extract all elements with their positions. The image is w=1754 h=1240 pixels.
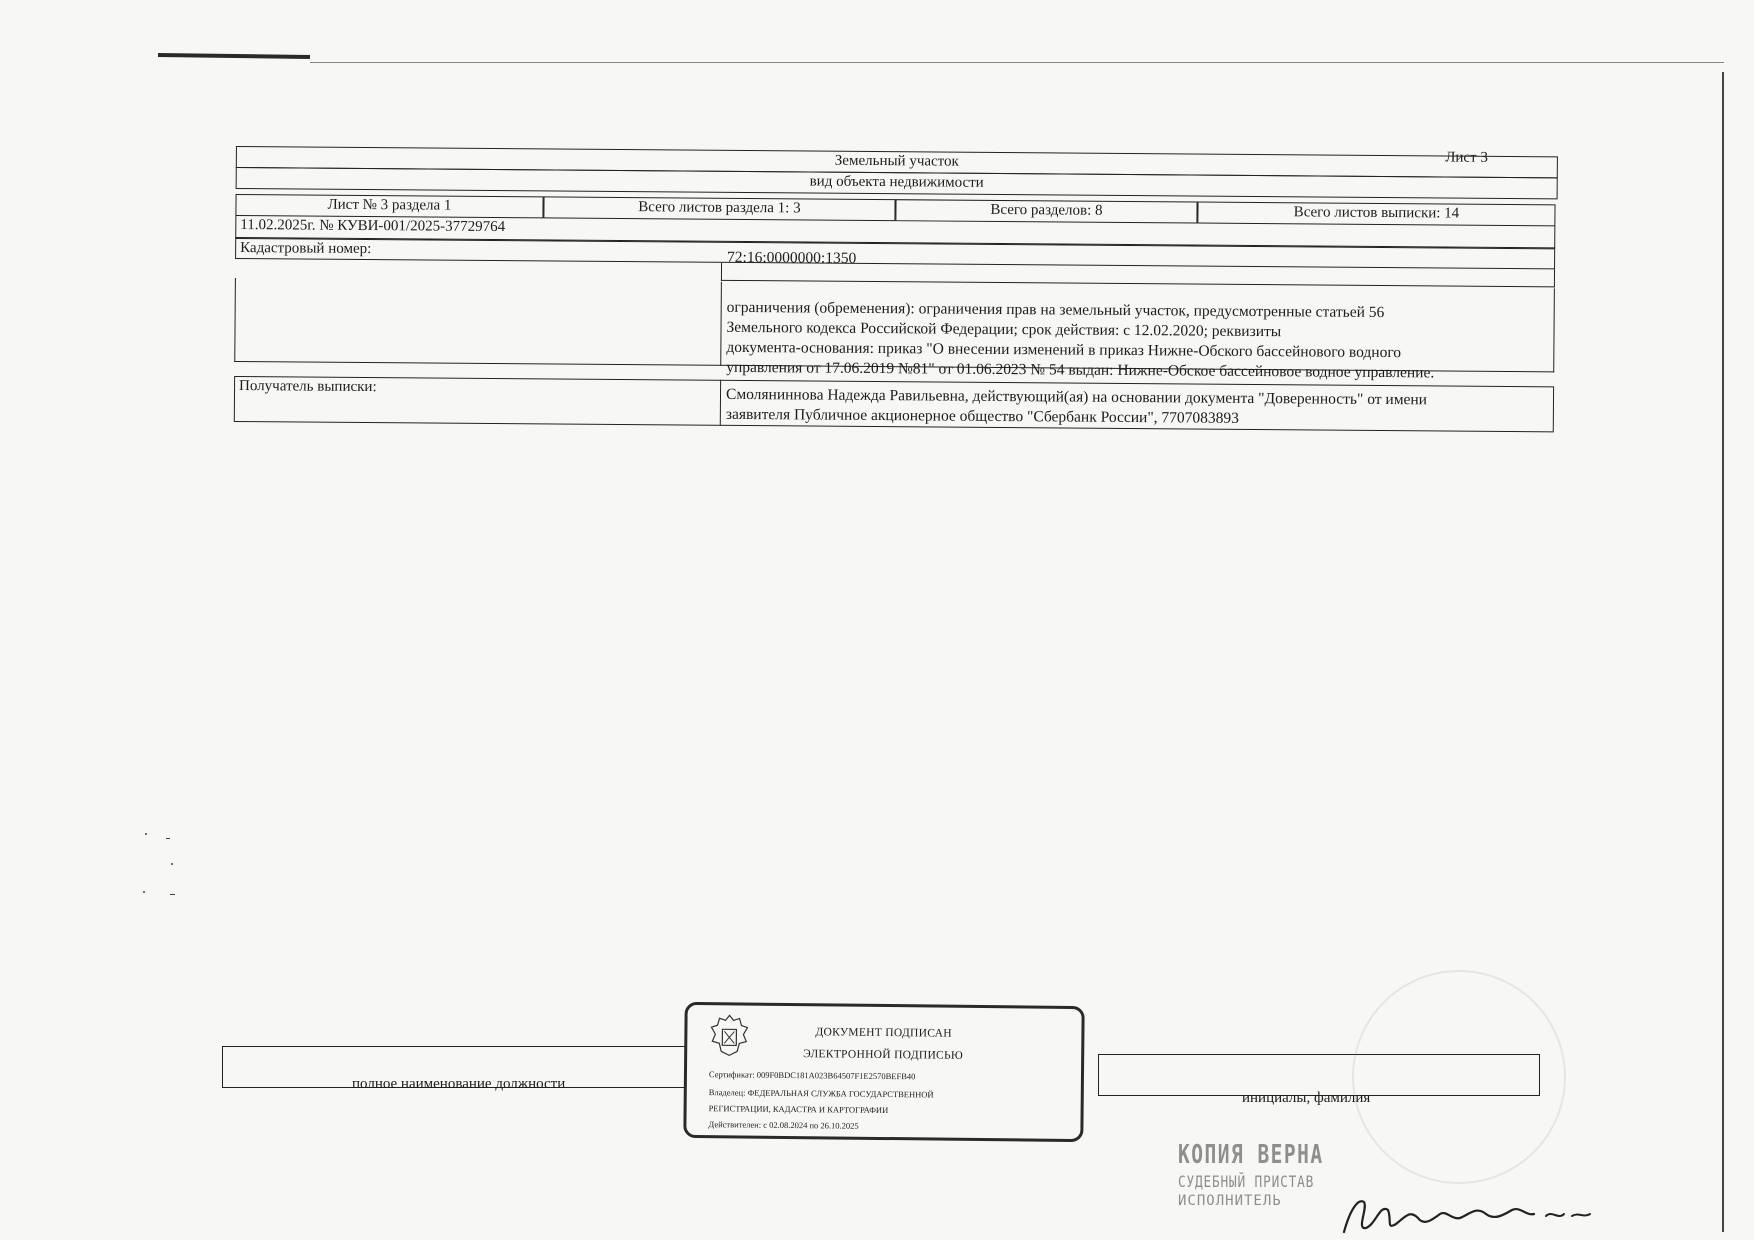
total-section-sheets-text: Всего листов раздела 1: 3 bbox=[638, 199, 801, 217]
object-type: Земельный участок bbox=[834, 152, 959, 170]
restriction-line-1: ограничения (обременения): ограничения прав на земельный участок, предусмотренные статьей 56 bbox=[726, 298, 1385, 322]
restriction-line-3: документа-основания: приказ "О внесении изменений в приказ Нижне-Обского бассейнового водного bbox=[726, 338, 1402, 362]
extract-document bbox=[236, 140, 1558, 427]
scan-specks bbox=[140, 830, 180, 900]
sheet-of-section bbox=[235, 194, 543, 218]
initials-label: инициалы, фамилия bbox=[1242, 1090, 1371, 1106]
restriction-line-4: управления от 17.06.2019 №81" от 01.06.2023 № 54 выдан: Нижне-Обское бассейновое водное управление. bbox=[726, 358, 1435, 382]
recipient-line-2: заявителя Публичное акционерное общество "Сбербанк России", 7707083893 bbox=[725, 405, 1240, 427]
page-right-edge bbox=[1722, 72, 1724, 1232]
executor-text: ИСПОЛНИТЕЛЬ bbox=[1178, 1193, 1282, 1209]
coat-of-arms-icon bbox=[709, 1013, 749, 1057]
position-label: полное наименование должности bbox=[352, 1076, 566, 1092]
total-extract-sheets-text: Всего листов выписки: 14 bbox=[1293, 204, 1460, 222]
stamp-title-line-1: ДОКУМЕНТ ПОДПИСАН bbox=[815, 1026, 952, 1040]
stamp-owner-1: Владелец: ФЕДЕРАЛЬНАЯ СЛУЖБА ГОСУДАРСТВЕННОЙ bbox=[708, 1087, 934, 1100]
total-sections-text: Всего разделов: 8 bbox=[990, 201, 1103, 219]
restriction-line-2: Земельного кодекса Российской Федерации; срок действия: с 12.02.2020; реквизиты bbox=[726, 318, 1282, 341]
cadastral-number: 72:16:0000000:1350 bbox=[727, 248, 857, 267]
stamp-owner-2: РЕГИСТРАЦИИ, КАДАСТРА И КАРТОГРАФИИ bbox=[708, 1103, 889, 1116]
total-section-sheets bbox=[543, 196, 895, 221]
stamp-certificate: Сертификат: 009F0BDC181A023B64507F1E2570BEFB40 bbox=[708, 1069, 916, 1082]
recipient-line-1: Смоляниннова Надежда Равильевна, действующий(ая) на основании документа "Доверенность" от имени bbox=[725, 385, 1428, 409]
total-extract-sheets bbox=[1197, 202, 1555, 227]
copy-true-text: КОПИЯ ВЕРНА bbox=[1178, 1140, 1324, 1170]
cadastral-label: Кадастровый номер: bbox=[240, 240, 372, 258]
total-sections bbox=[895, 199, 1197, 223]
stamp-validity: Действителен: с 02.08.2024 по 26.10.2025 bbox=[708, 1119, 859, 1131]
stamp-title-line-2: ЭЛЕКТРОННОЙ ПОДПИСЬЮ bbox=[803, 1048, 964, 1062]
sheet-number: Лист 3 bbox=[1445, 149, 1488, 166]
recipient-label: Получатель выписки: bbox=[239, 378, 377, 396]
faded-round-seal bbox=[1352, 970, 1566, 1184]
extract-date-number: 11.02.2025г. № КУВИ-001/2025-37729764 bbox=[240, 217, 506, 236]
electronic-signature-stamp bbox=[683, 1002, 1084, 1142]
object-type-caption: вид объекта недвижимости bbox=[809, 173, 984, 191]
bailiff-text: СУДЕБНЫЙ ПРИСТАВ bbox=[1178, 1172, 1315, 1191]
handwritten-signature bbox=[1336, 1180, 1596, 1240]
sheet-of-section-text: Лист № 3 раздела 1 bbox=[327, 196, 452, 214]
scan-mark bbox=[158, 53, 310, 59]
page-top-edge bbox=[310, 62, 1724, 63]
